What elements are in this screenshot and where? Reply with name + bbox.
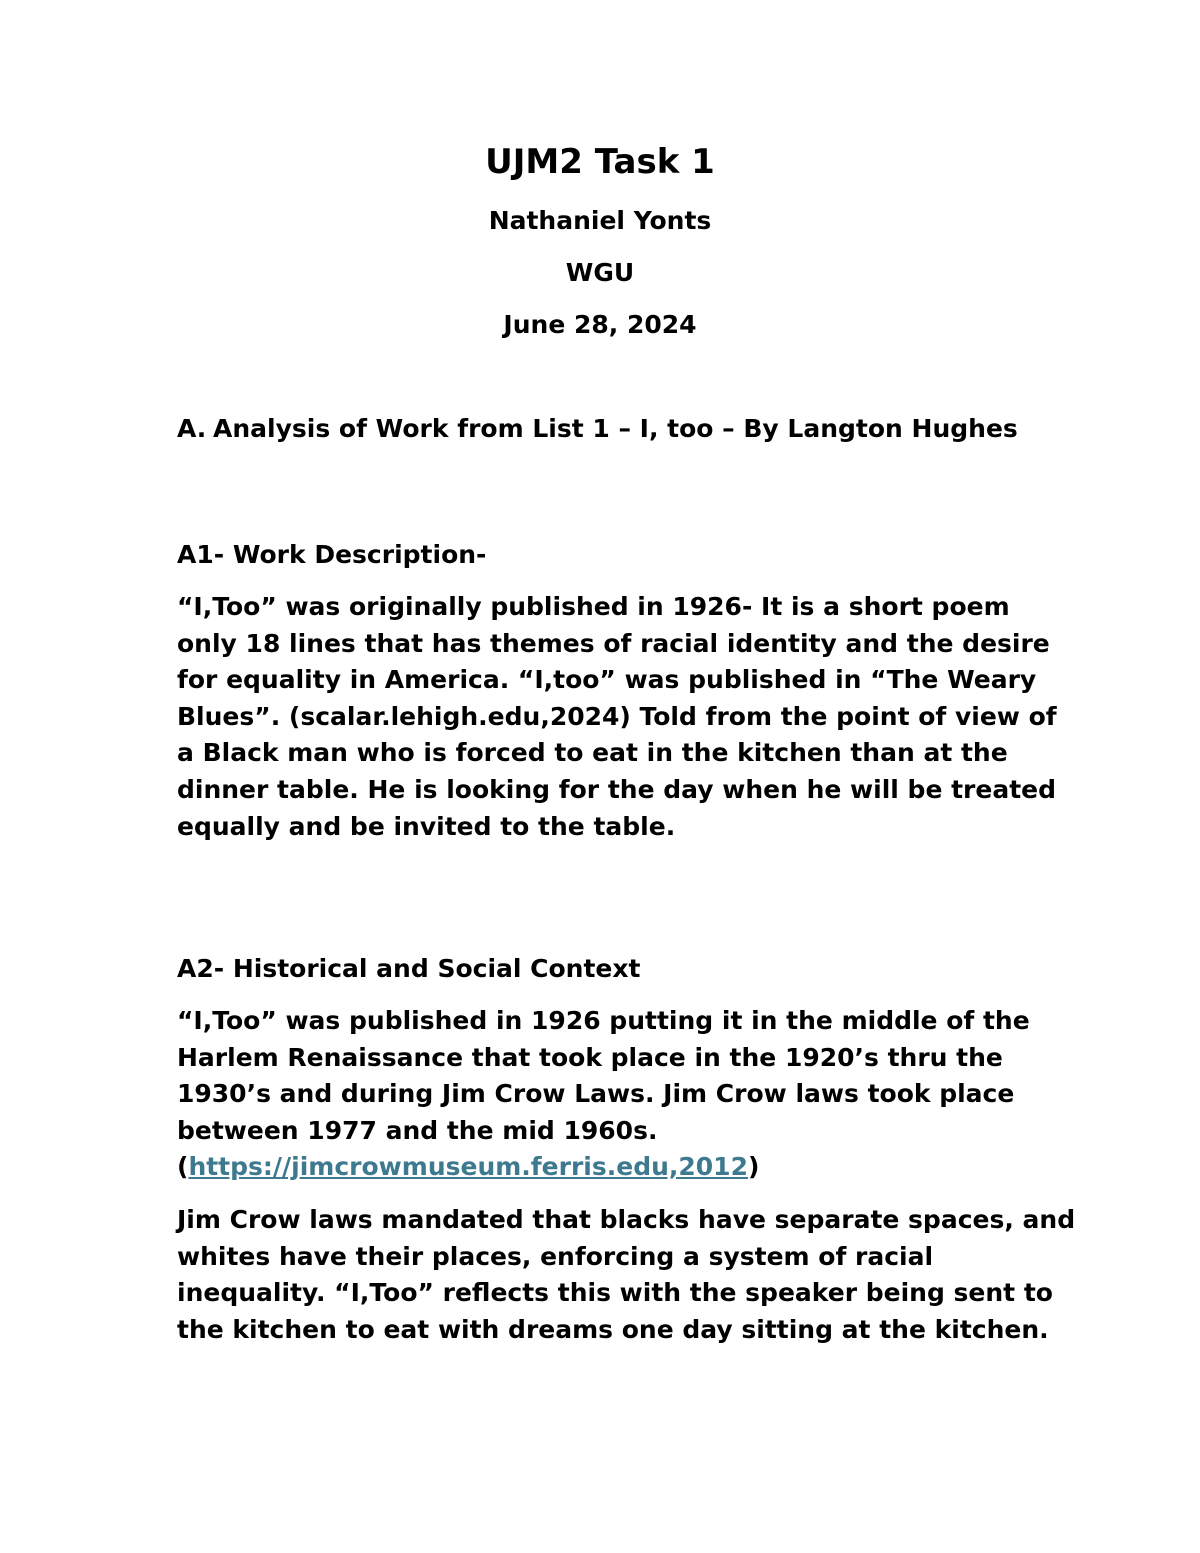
a2-paragraph-2: Jim Crow laws mandated that blacks have separate spaces, and whites have their places, enforcing a system of racial inequality. “I,Too” reflects this with the speaker being sent to the kitchen to eat with dreams one day sitting at the kitchen.: [177, 1205, 1076, 1344]
document-title: UJM2 Task 1: [485, 142, 715, 182]
section-a-heading: Analysis of Work from List 1 – I, too – By Langton Hughes: [213, 414, 1018, 443]
jimcrow-museum-link[interactable]: https://jimcrowmuseum.ferris.edu,2012: [188, 1152, 748, 1182]
a2-paragraph-close: ): [747, 1152, 760, 1182]
a2-paragraph: [177, 1003, 1077, 1186]
author-name: Nathaniel Yonts: [488, 206, 712, 235]
a2-paragraph-text: “I,Too” was published in 1926 putting it in the middle of the Harlem Renaissance that took place in the 1920’s thru the 1930’s and during Jim Crow Laws. Jim Crow laws took place between 1977 and the mid 1960s. (: [177, 1006, 1030, 1182]
document-date: June 28, 2024: [503, 310, 697, 339]
a1-paragraph: “I,Too” was originally published in 1926- It is a short poem only 18 lines that has themes of racial identity and the desire for equality in America. “I,too” was published in “The Weary Blues”. (scalar.lehigh.edu,2024) Told from the point of view of a Black man who is forced to eat in the kitchen than at the dinner table. He is looking for the day when he will be treated equally and be invited to the table.: [177, 592, 1057, 841]
section-a-list-item: [177, 411, 1077, 448]
list-marker: A.: [177, 414, 207, 443]
a2-heading: A2- Historical and Social Context: [177, 954, 641, 983]
a1-heading: A1- Work Description-: [177, 540, 487, 569]
organization-name: WGU: [565, 258, 635, 287]
